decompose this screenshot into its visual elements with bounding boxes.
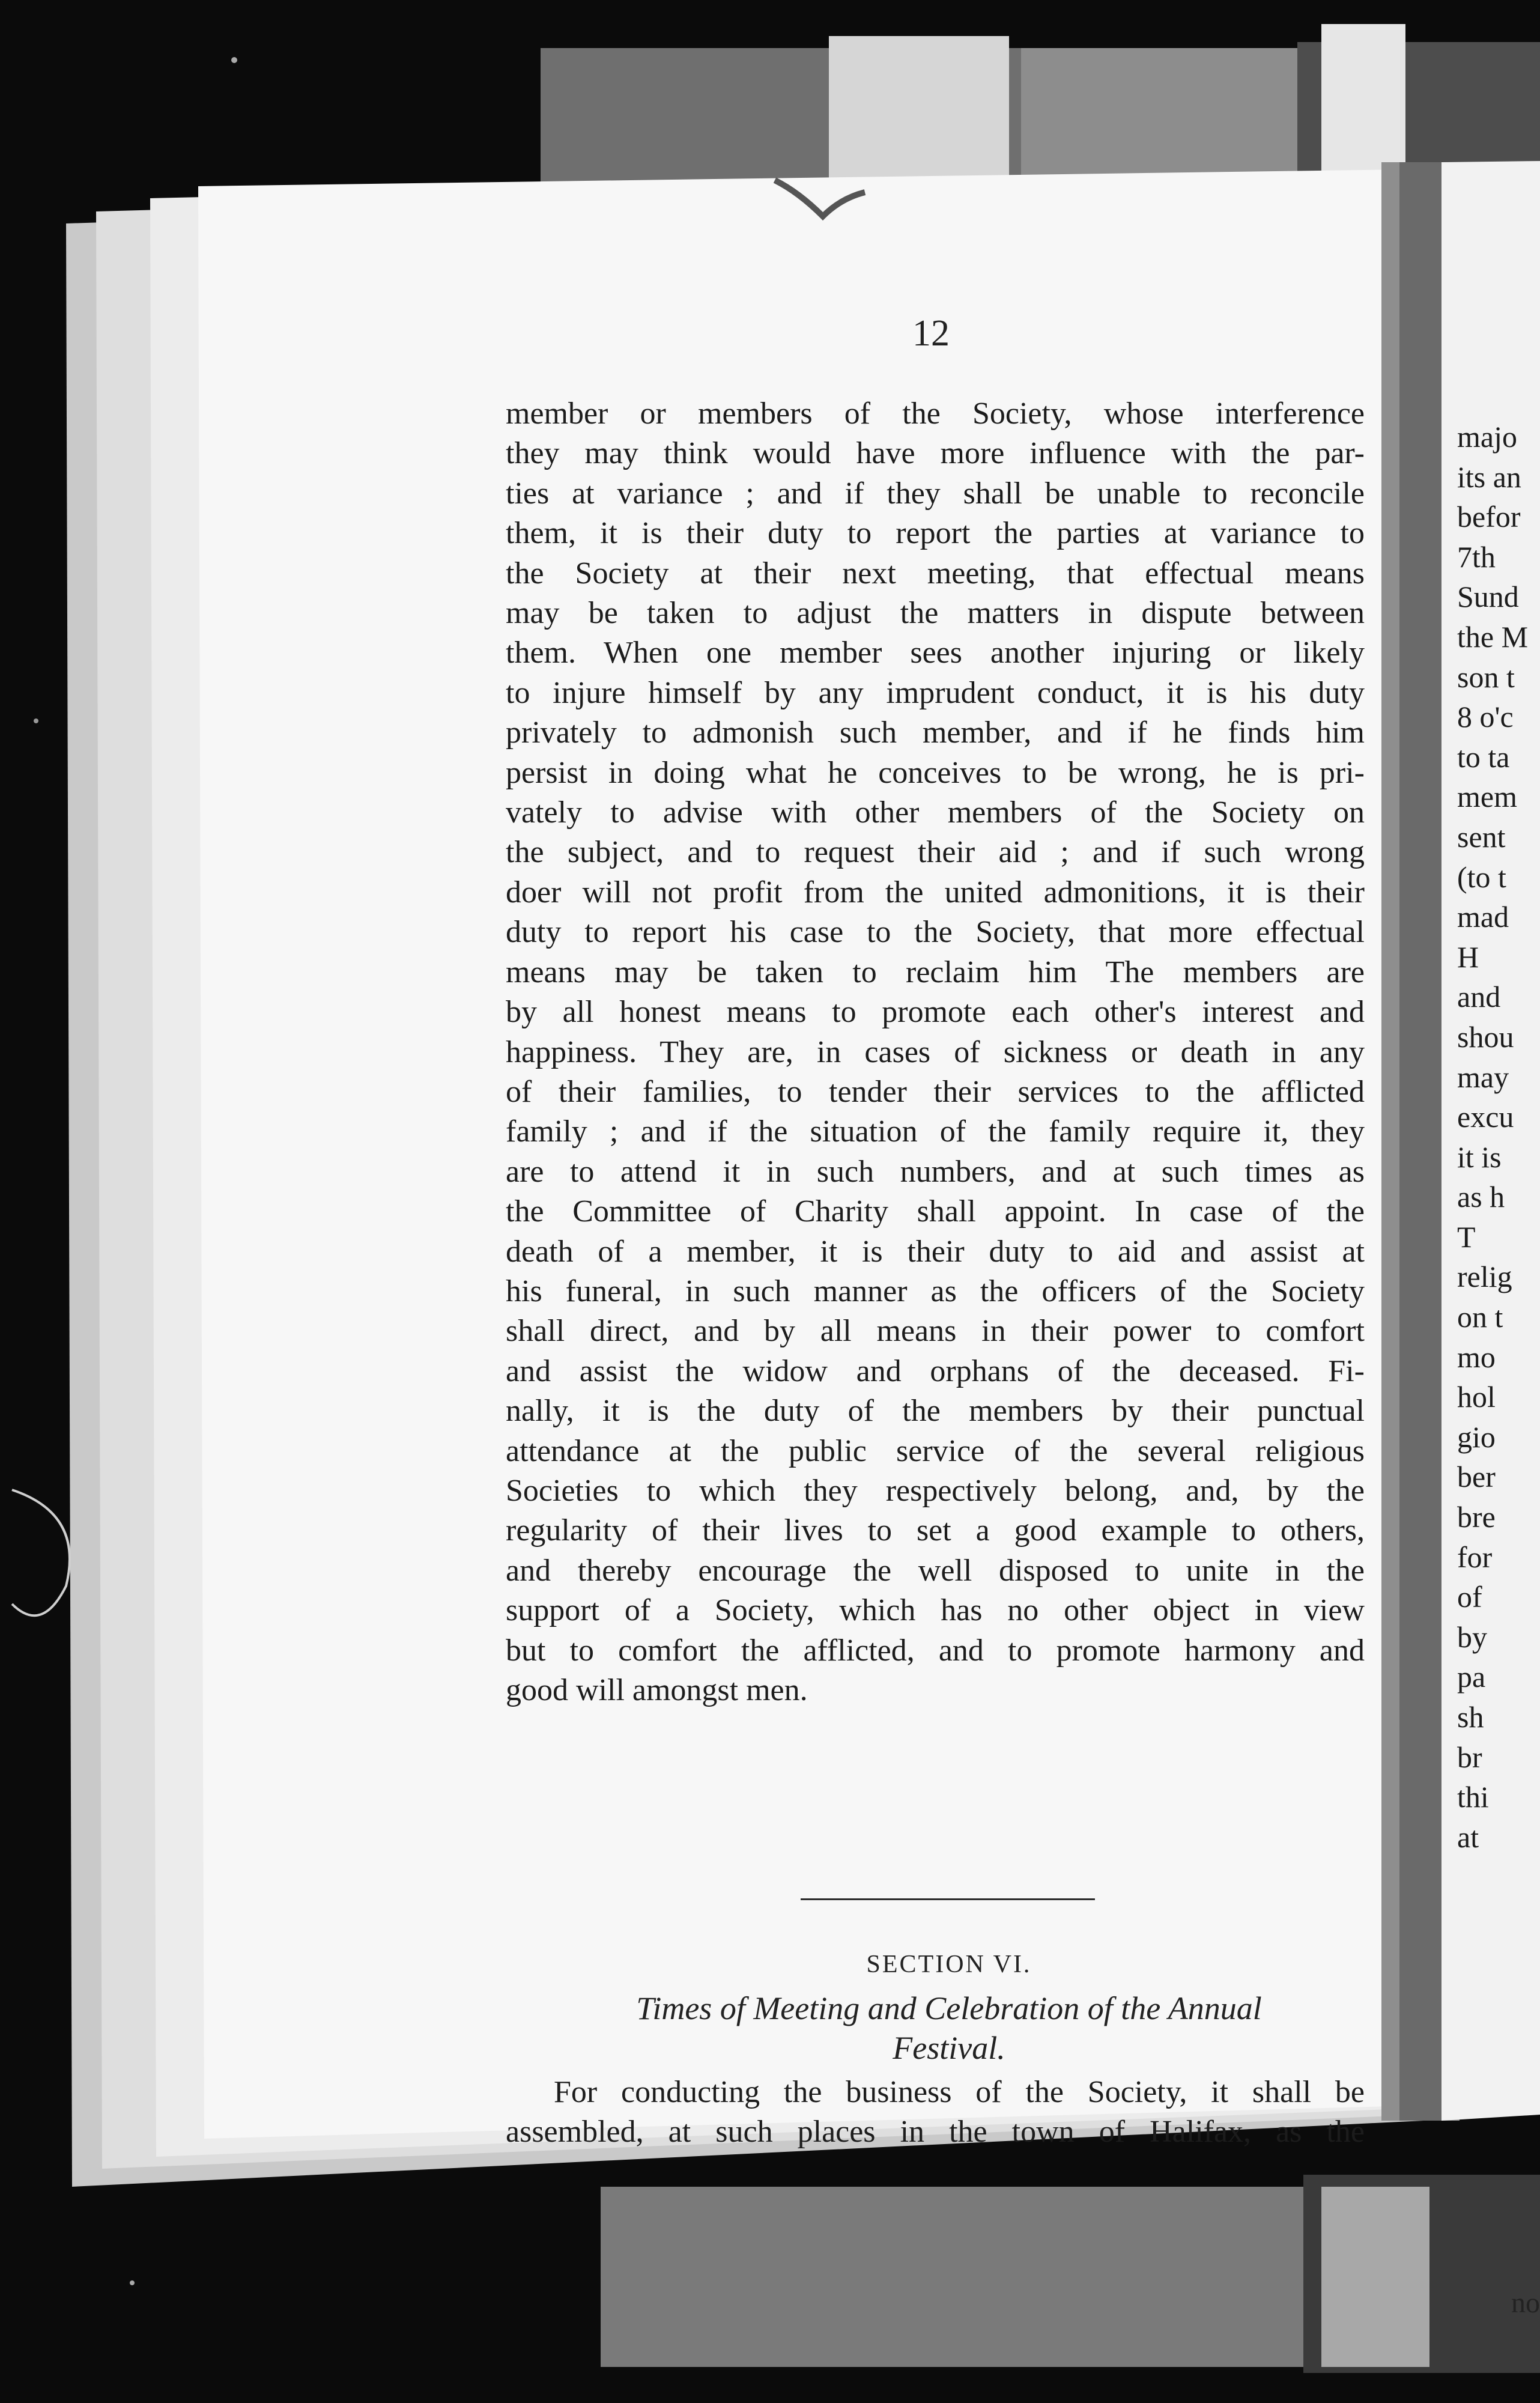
body-line: them, it is their duty to report the parties at variance to (506, 516, 1365, 551)
facing-line: br (1457, 1740, 1482, 1774)
body-line: of their families, to tender their services to the afflicted (506, 1074, 1365, 1109)
facing-line: bre (1457, 1500, 1496, 1534)
body-line: by all honest means to promote each other's interest and (506, 995, 1365, 1030)
body-line: privately to admonish such member, and if he finds him (506, 715, 1365, 750)
facing-line: son t (1457, 660, 1515, 694)
body-line: regularity of their lives to set a good example to others, (506, 1513, 1365, 1548)
body-line: family ; and if the situation of the family require it, they (506, 1114, 1365, 1149)
body-line: them. When one member sees another injuring or likely (506, 636, 1365, 670)
facing-line: to ta (1457, 740, 1510, 774)
facing-line: by (1457, 1620, 1487, 1654)
facing-line: mad (1457, 900, 1509, 934)
body-line: death of a member, it is their duty to aid and assist at (506, 1234, 1365, 1269)
facing-line: for (1457, 1540, 1493, 1574)
body-line: happiness. They are, in cases of sickness or death in any (506, 1034, 1365, 1069)
facing-line: its an (1457, 460, 1521, 494)
facing-line: shou (1457, 1019, 1514, 1054)
section-label: SECTION VI. (866, 1951, 1032, 1978)
facing-line: hol (1457, 1380, 1496, 1414)
body-line: good will amongst men. (506, 1673, 808, 1707)
facing-line: it is (1457, 1140, 1502, 1174)
facing-line: thi (1457, 1780, 1489, 1814)
facing-line: as h (1457, 1180, 1505, 1214)
body-line: and assist the widow and orphans of the deceased. Fi- (506, 1353, 1365, 1388)
body-text (506, 394, 1365, 1710)
body-line: attendance at the public service of the several religious (506, 1433, 1365, 1468)
body-line: his funeral, in such manner as the officers of the Society (506, 1274, 1365, 1308)
section-divider (801, 1898, 1095, 1900)
facing-line: gio (1457, 1420, 1496, 1454)
body-line: member or members of the Society, whose interference (506, 396, 1365, 431)
body-line: vately to advise with other members of the Society on (506, 795, 1365, 830)
body-line: may be taken to adjust the matters in dispute between (506, 596, 1365, 631)
facing-line: sh (1457, 1700, 1484, 1734)
body-line: the Society at their next meeting, that effectual means (506, 556, 1365, 591)
page-number: 12 (912, 313, 950, 354)
body-line: the Committee of Charity shall appoint. In case of the (506, 1194, 1365, 1229)
body-line: means may be taken to reclaim him The members are (506, 955, 1365, 989)
body-line: ties at variance ; and if they shall be unable to reconcile (506, 476, 1365, 511)
body-line: but to comfort the afflicted, and to promote harmony and (506, 1633, 1365, 1668)
section-paragraph (506, 2073, 1365, 2152)
facing-line: on t (1457, 1300, 1503, 1334)
body-line: shall direct, and by all means in their power to comfort (506, 1314, 1365, 1349)
body-line: to injure himself by any imprudent conduct, it is his duty (506, 675, 1365, 710)
facing-line: pa (1457, 1660, 1486, 1694)
facing-line: excu (1457, 1100, 1514, 1134)
facing-line: ber (1457, 1460, 1496, 1494)
paragraph-line: For conducting the business of the Society, it shall be (554, 2075, 1365, 2109)
facing-line: T (1457, 1220, 1476, 1254)
facing-line: sent (1457, 819, 1506, 854)
facing-line: mem (1457, 780, 1517, 814)
section-title-line: Times of Meeting and Celebration of the Annual (636, 1990, 1262, 2026)
body-line: the subject, and to request their aid ; and if such wrong (506, 835, 1365, 870)
facing-line: 8 o'c (1457, 700, 1514, 734)
facing-line: of (1457, 1580, 1482, 1614)
facing-line: mo (1457, 1340, 1496, 1374)
facing-line: Sund (1457, 580, 1519, 614)
section-title (541, 1988, 1357, 2068)
body-line: they may think would have more influence with the par- (506, 436, 1365, 471)
body-line: are to attend it in such numbers, and at such times as (506, 1154, 1365, 1189)
facing-line: the M (1457, 619, 1529, 654)
facing-page-catchword: no (1511, 2287, 1540, 2319)
body-line: persist in doing what he conceives to be wrong, he is pri- (506, 755, 1365, 790)
facing-line: majo (1457, 420, 1517, 454)
body-line: doer will not profit from the united admonitions, it is their (506, 875, 1365, 910)
facing-line: relig (1457, 1260, 1512, 1294)
facing-line: and (1457, 980, 1501, 1014)
facing-line: 7th (1457, 539, 1496, 574)
facing-line: befor (1457, 500, 1521, 534)
facing-line: at (1457, 1820, 1479, 1854)
facing-line: may (1457, 1060, 1509, 1094)
facing-line: H (1457, 940, 1479, 974)
body-line: duty to report his case to the Society, that more effectual (506, 915, 1365, 950)
body-line: Societies to which they respectively belong, and, by the (506, 1473, 1365, 1508)
section-title-line: Festival. (893, 2030, 1005, 2066)
facing-line: (to t (1457, 860, 1506, 894)
facing-page-fragments (1457, 417, 1540, 1857)
body-line: support of a Society, which has no other object in view (506, 1593, 1365, 1628)
paragraph-line: assembled, at such places in the town of Halifax, as the (506, 2115, 1365, 2149)
body-line: nally, it is the duty of the members by their punctual (506, 1394, 1365, 1429)
body-line: and thereby encourage the well disposed to unite in the (506, 1553, 1365, 1588)
